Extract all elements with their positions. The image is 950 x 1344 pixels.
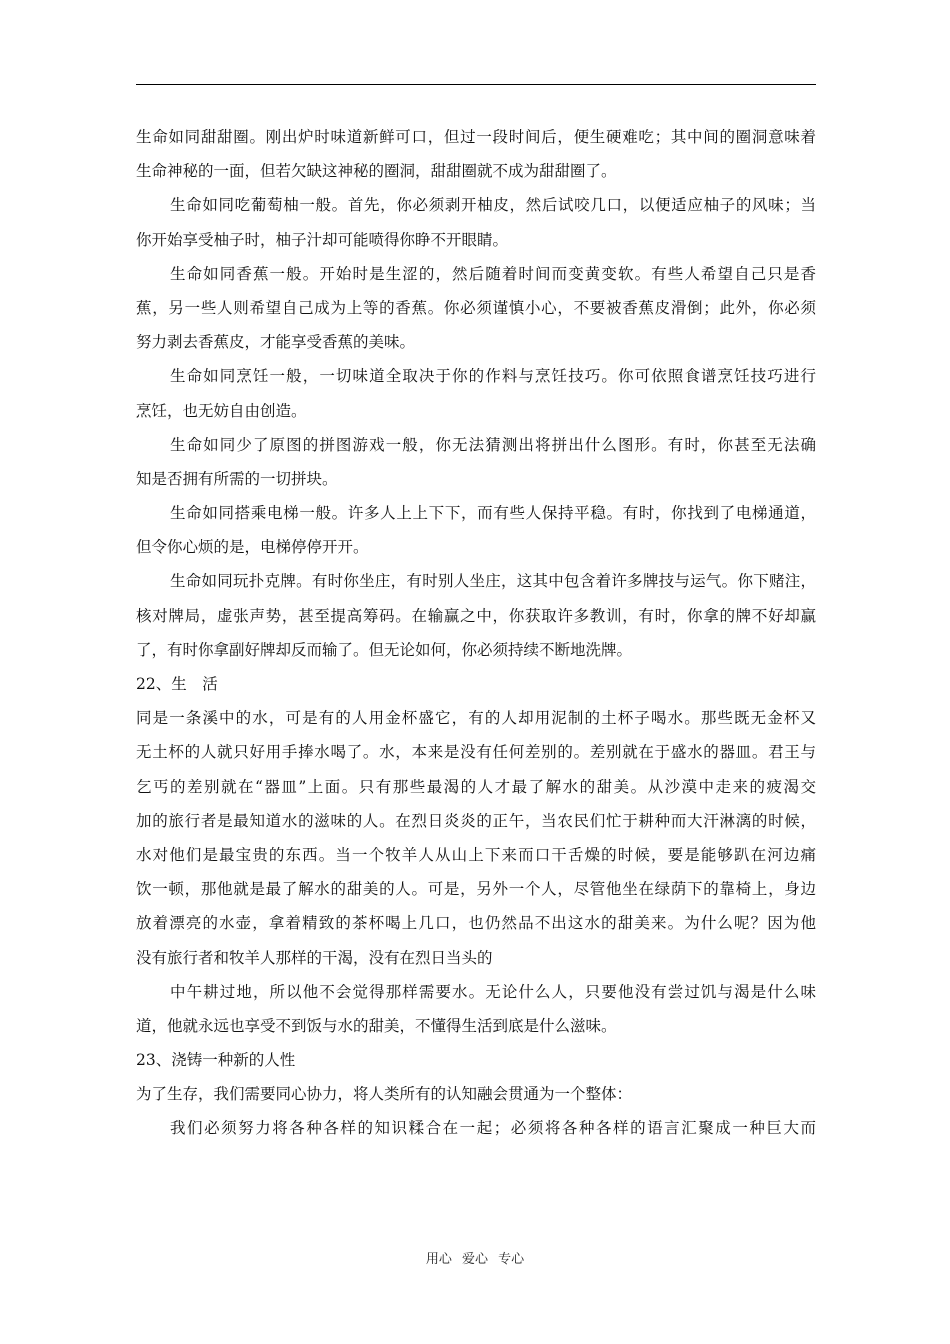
text-line: 了，有时你拿副好牌却反而输了。但无论如何，你必须持续不断地洗牌。 <box>136 640 633 659</box>
text-line: 你开始享受柚子时，柚子汁却可能喷得你睁不开眼睛。 <box>136 230 509 249</box>
text-line: 努力剥去香蕉皮，才能享受香蕉的美味。 <box>136 333 416 352</box>
text-line: 水对他们是最宝贵的东西。当一个牧羊人从山上下来而口干舌燥的时候，要是能够趴在河边痛 <box>136 845 816 864</box>
text-line: 烹饪，也无妨自由创造。 <box>136 401 307 420</box>
text-line: 生命如同搭乘电梯一般。许多人上上下下，而有些人保持平稳。有时，你找到了电梯通道， <box>170 504 816 523</box>
text-line: 生命如同少了原图的拼图游戏一般，你无法猜测出将拼出什么图形。有时，你甚至无法确 <box>170 435 816 454</box>
text-line: 生命神秘的一面，但若欠缺这神秘的圈洞，甜甜圈就不成为甜甜圈了。 <box>136 162 617 181</box>
text-line: 生命如同香蕉一般。开始时是生涩的，然后随着时间而变黄变软。有些人希望自己只是香 <box>170 264 816 283</box>
text-line: 生命如同烹饪一般，一切味道全取决于你的作料与烹饪技巧。你可依照食谱烹饪技巧进行 <box>170 367 816 386</box>
text-line: 生命如同吃葡萄柚一般。首先，你必须剥开柚皮，然后试咬几口，以便适应柚子的风味；当 <box>170 196 816 215</box>
text-line: 我们必须努力将各种各样的知识糅合在一起；必须将各种各样的语言汇聚成一种巨大而 <box>170 1119 816 1138</box>
text-line: 蕉，另一些人则希望自己成为上等的香蕉。你必须谨慎小心，不要被香蕉皮滑倒；此外，你必须 <box>136 298 816 317</box>
text-line: 生命如同甜甜圈。刚出炉时味道新鲜可口，但过一段时间后，便生硬难吃；其中间的圈洞意味着 <box>136 128 816 146</box>
text-line: 但令你心烦的是，电梯停停开开。 <box>136 538 369 557</box>
text-line: 乞丐的差别就在“器皿”上面。只有那些最渴的人才最了解水的甜美。从沙漠中走来的疲渴交 <box>136 777 816 796</box>
header-rule <box>136 84 816 85</box>
text-line: 中午耕过地，所以他不会觉得那样需要水。无论什么人，只要他没有尝过饥与渴是什么味 <box>170 982 816 1001</box>
text-line: 同是一条溪中的水，可是有的人用金杯盛它，有的人却用泥制的土杯子喝水。那些既无金杯又 <box>136 709 816 728</box>
text-line: 23、浇铸一种新的人性 <box>136 1051 296 1070</box>
text-line: 没有旅行者和牧羊人那样的干渴，没有在烈日当头的 <box>136 948 493 967</box>
text-line: 为了生存，我们需要同心协力，将人类所有的认知融会贯通为一个整体： <box>136 1085 633 1104</box>
text-line: 道，他就永远也享受不到饭与水的甜美，不懂得生活到底是什么滋味。 <box>136 1016 617 1035</box>
text-line: 核对牌局，虚张声势，甚至提高筹码。在输赢之中，你获取许多教训，有时，你拿的牌不好却赢 <box>136 606 816 625</box>
text-line: 加的旅行者是最知道水的滋味的人。在烈日炎炎的正午，当农民们忙于耕种而大汗淋漓的时候， <box>136 811 816 830</box>
page-footer: 用心 爱心 专心 <box>425 1252 525 1267</box>
document-body <box>136 120 816 1146</box>
text-line: 饮一顿，那他就是最了解水的甜美的人。可是，另外一个人，尽管他坐在绿荫下的靠椅上，身边 <box>136 880 816 899</box>
text-line: 生命如同玩扑克牌。有时你坐庄，有时别人坐庄，这其中包含着许多牌技与运气。你下赌注， <box>170 572 816 591</box>
text-line: 知是否拥有所需的一切拼块。 <box>136 469 338 488</box>
text-line: 22、生 活 <box>136 675 218 693</box>
text-line: 无土杯的人就只好用手捧水喝了。水，本来是没有任何差别的。差别就在于盛水的器皿。君王与 <box>136 743 816 762</box>
text-line: 放着漂亮的水壶，拿着精致的茶杯喝上几口，也仍然品不出这水的甜美来。为什么呢？因为他 <box>136 914 816 933</box>
